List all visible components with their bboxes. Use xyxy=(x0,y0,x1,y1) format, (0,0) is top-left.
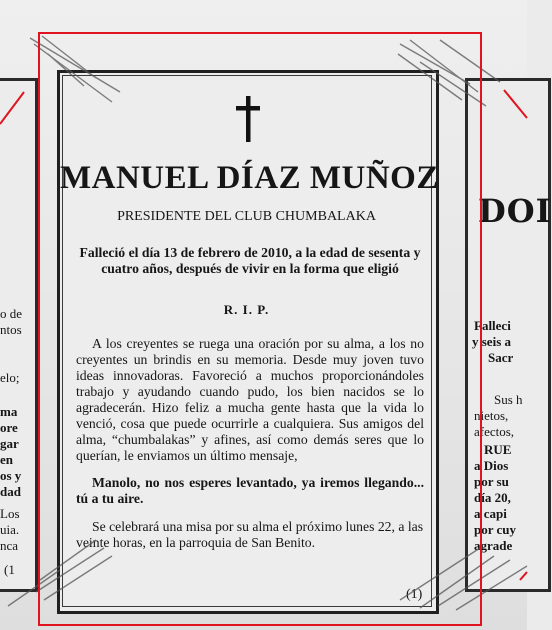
text-fragment: afectos, xyxy=(474,424,515,439)
mass-announcement: Se celebrará una misa por su alma el próximo lunes 22, a las veinte horas, en la parroquia de San Benito. xyxy=(76,519,424,550)
page-number: (1) xyxy=(406,587,423,602)
text-fragment: nietos, xyxy=(474,408,509,423)
left-page-number: (1 xyxy=(4,562,15,577)
text-fragment: nca xyxy=(0,538,19,553)
text-fragment: agrade xyxy=(474,538,513,553)
text-fragment: por su xyxy=(474,474,509,489)
rip-heading: R. I. P. xyxy=(223,302,270,317)
red-cross-left-icon xyxy=(0,92,24,124)
text-fragment: os y xyxy=(0,468,22,483)
red-highlight-box xyxy=(38,32,482,626)
text-fragment: o de xyxy=(0,306,23,321)
right-neighbor-title: DOI xyxy=(478,192,552,230)
text-fragment: Sacr xyxy=(488,350,514,365)
red-cross-right-icon xyxy=(504,90,527,580)
obituary-body: A los creyentes se ruega una oración por su alma, a los no creyentes un brindis en su memoria. Desde muy joven tuvo ideas innovadoras. Favoreció a muchos proporcionándoles trabajo y ayudando cuando pudo, los bien nacidos se lo agradecerán. Hizo feliz a mucha gente hasta que la vida lo venció, cosa que puede ocurrirle a cualquiera. Sus amigos del alma, “chumbalakas” y afines, así como demás seres que lo querían, le enviamos un último mensaje, xyxy=(76,336,424,463)
text-fragment: elo; xyxy=(0,370,20,385)
text-fragment: ma xyxy=(0,404,18,419)
text-fragment: por cuy xyxy=(474,522,517,537)
text-fragment: gar xyxy=(0,436,19,451)
death-announcement: Falleció el día 13 de febrero de 2010, a la edad de sesenta y cuatro años, después de vivir en la forma que eligió xyxy=(79,245,421,276)
text-fragment: Falleci xyxy=(474,318,511,333)
text-fragment: a Dios xyxy=(474,458,509,473)
text-fragment: Los xyxy=(0,506,20,521)
text-fragment: dad xyxy=(0,484,21,499)
deceased-role: PRESIDENTE DEL CLUB CHUMBALAKA xyxy=(117,209,376,224)
text-fragment: Sus h xyxy=(494,392,523,407)
text-fragment: ore xyxy=(0,420,18,435)
text-fragment: y seis a xyxy=(472,334,511,349)
text-fragment: día 20, xyxy=(474,490,511,505)
text-fragment: en xyxy=(0,452,13,467)
text-fragment: uia. xyxy=(0,522,20,537)
text-fragment: a capi xyxy=(474,506,507,521)
text-fragment: ntos xyxy=(0,322,22,337)
text-fragment: RUE xyxy=(484,442,512,457)
farewell-message: Manolo, no nos esperes levantado, ya iremos llegando... tú a tu aire. xyxy=(76,475,424,506)
deceased-name: MANUEL DÍAZ MUÑOZ xyxy=(60,160,439,196)
